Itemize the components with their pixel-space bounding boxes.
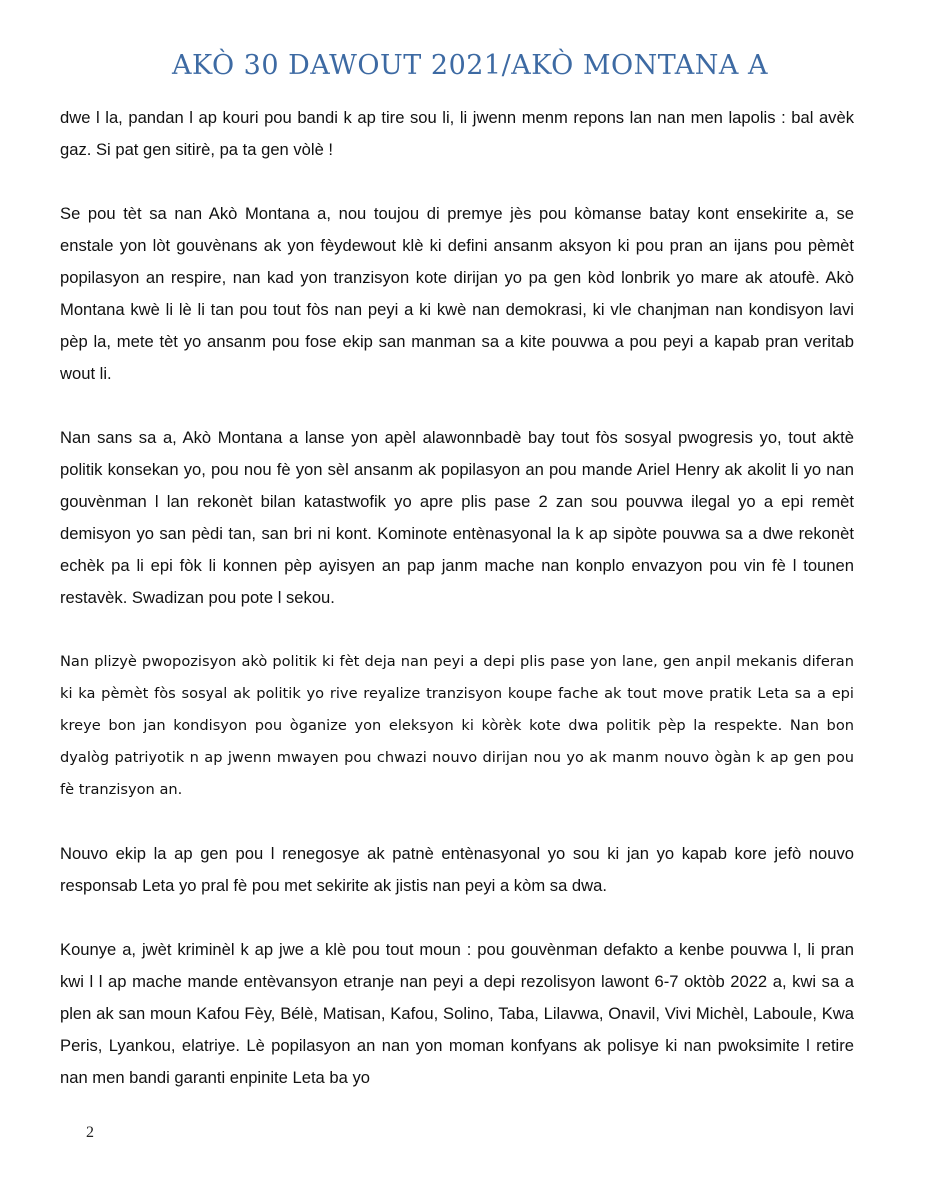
paragraph-6: Kounye a, jwèt kriminèl k ap jwe a klè pou tout moun : pou gouvènman defakto a kenbe pouvwa l, li pran kwi l l ap mache mande entèvansyon etranje nan peyi a depi rezolisyon lawont 6-7 oktòb 2022 a, kwi sa a plen ak san moun Kafou Fèy, Bélè, Matisan, Kafou, Solino, Taba, Lilavwa, Onavil, Vivi Michèl, Laboule, Kwa Peris, Lyankou, elatriye. Lè popilasyon an nan yon moman konfyans ak polisye ki nan pwoksimite l retire nan men bandi garanti enpinite Leta ba yo <box>60 940 854 1087</box>
page-header-title: AKÒ 30 DAWOUT 2021/AKÒ MONTANA A <box>172 50 768 81</box>
paragraph-1: dwe l la, pandan l ap kouri pou bandi k ap tire sou li, li jwenn menm repons lan nan men lapolis : bal avèk gaz. Si pat gen sitirè, pa ta gen vòlè ! <box>60 108 854 159</box>
document-body <box>60 102 854 1126</box>
paragraph-3: Nan sans sa a, Akò Montana a lanse yon apèl alawonnbadè bay tout fòs sosyal pwogresis yo, tout aktè politik konsekan yo, pou nou fè yon sèl ansanm ak popilasyon an pou mande Ariel Henry ak akolit li yo nan gouvènman l lan rekonèt bilan katastwofik yo apre plis pase 2 zan sou pouvwa ilegal yo a epi remèt demisyon yo san pèdi tan, san bri ni kont. Kominote entènasyonal la k ap sipòte pouvwa sa a dwe rekonèt echèk pa li epi fòk li konnen pèp ayisyen an pap janm mache nan konplo envazyon pou vin fè l tounen restavèk. Swadizan pou pote l sekou. <box>60 428 854 607</box>
paragraph-5: Nouvo ekip la ap gen pou l renegosye ak patnè entènasyonal yo sou ki jan yo kapab kore jefò nouvo responsab Leta yo pral fè pou met sekirite ak jistis nan peyi a kòm sa dwa. <box>60 844 854 895</box>
paragraph-4: Nan plizyè pwopozisyon akò politik ki fèt deja nan peyi a depi plis pase yon lane, gen anpil mekanis diferan ki ka pèmèt fòs sosyal ak politik yo rive reyalize tranzisyon koupe fache ak tout move pratik Leta sa a epi kreye bon jan kondisyon pou òganize yon eleksyon ki kòrèk kote dwa politik pèp la respekte. Nan bon dyalòg patriyotik n ap jwenn mwayen pou chwazi nouvo dirijan nou yo ak manm nouvo ògàn k ap gen pou fè tranzisyon an. <box>60 653 854 798</box>
page-number: 2 <box>86 1124 94 1141</box>
paragraph-2: Se pou tèt sa nan Akò Montana a, nou toujou di premye jès pou kòmanse batay kont ensekirite a, se enstale yon lòt gouvènans ak yon fèydewout klè ki defini ansanm aksyon ki pou pran an ijans pou pèmèt popilasyon an respire, nan kad yon tranzisyon kote dirijan yo pa gen kòd lonbrik yo mare ak atoufè. Akò Montana kwè li lè li tan pou tout fòs nan peyi a ki kwè nan demokrasi, ki vle chanjman nan kondisyon lavi pèp la, mete tèt yo ansanm pou fose ekip san manman sa a kite pouvwa a pou peyi a kapab pran veritab wout li. <box>60 204 854 383</box>
